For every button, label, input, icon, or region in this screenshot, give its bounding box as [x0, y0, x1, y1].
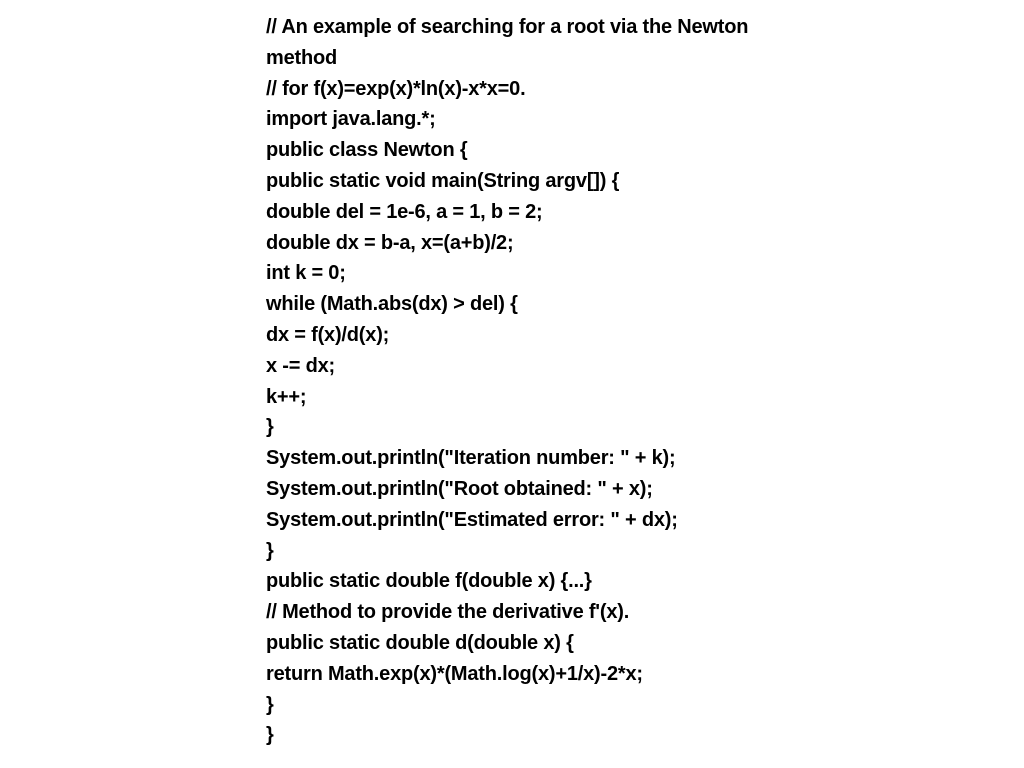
- code-line: }: [266, 693, 274, 716]
- code-line: return Math.exp(x)*(Math.log(x)+1/x)-2*x;: [266, 662, 643, 685]
- code-line: public class Newton {: [266, 139, 468, 162]
- code-line: dx = f(x)/d(x);: [266, 323, 390, 346]
- code-line: System.out.println("Estimated error: " + dx);: [266, 508, 678, 531]
- code-line: }: [266, 724, 274, 747]
- code-line: // An example of searching for a root via the Newton: [266, 16, 749, 38]
- code-line: x -= dx;: [266, 354, 335, 377]
- code-line: double del = 1e-6, a = 1, b = 2;: [266, 200, 543, 223]
- code-line: System.out.println("Root obtained: " + x);: [266, 477, 653, 500]
- code-line: System.out.println("Iteration number: " + k);: [266, 447, 676, 470]
- code-line: // Method to provide the derivative f'(x).: [266, 601, 630, 624]
- code-line: int k = 0;: [266, 262, 346, 285]
- code-line: }: [266, 416, 274, 439]
- code-line: while (Math.abs(dx) > del) {: [266, 293, 518, 316]
- code-line: method: [266, 46, 338, 69]
- code-line: public static void main(String argv[]) {: [266, 169, 620, 192]
- code-line: double dx = b-a, x=(a+b)/2;: [266, 231, 514, 254]
- code-line: k++;: [266, 385, 307, 408]
- code-line: // for f(x)=exp(x)*ln(x)-x*x=0.: [266, 77, 526, 100]
- code-line: public static double f(double x) {...}: [266, 570, 592, 593]
- code-listing: [266, 12, 866, 751]
- code-line: public static double d(double x) {: [266, 631, 574, 654]
- code-line: }: [266, 539, 274, 562]
- code-line: import java.lang.*;: [266, 108, 436, 131]
